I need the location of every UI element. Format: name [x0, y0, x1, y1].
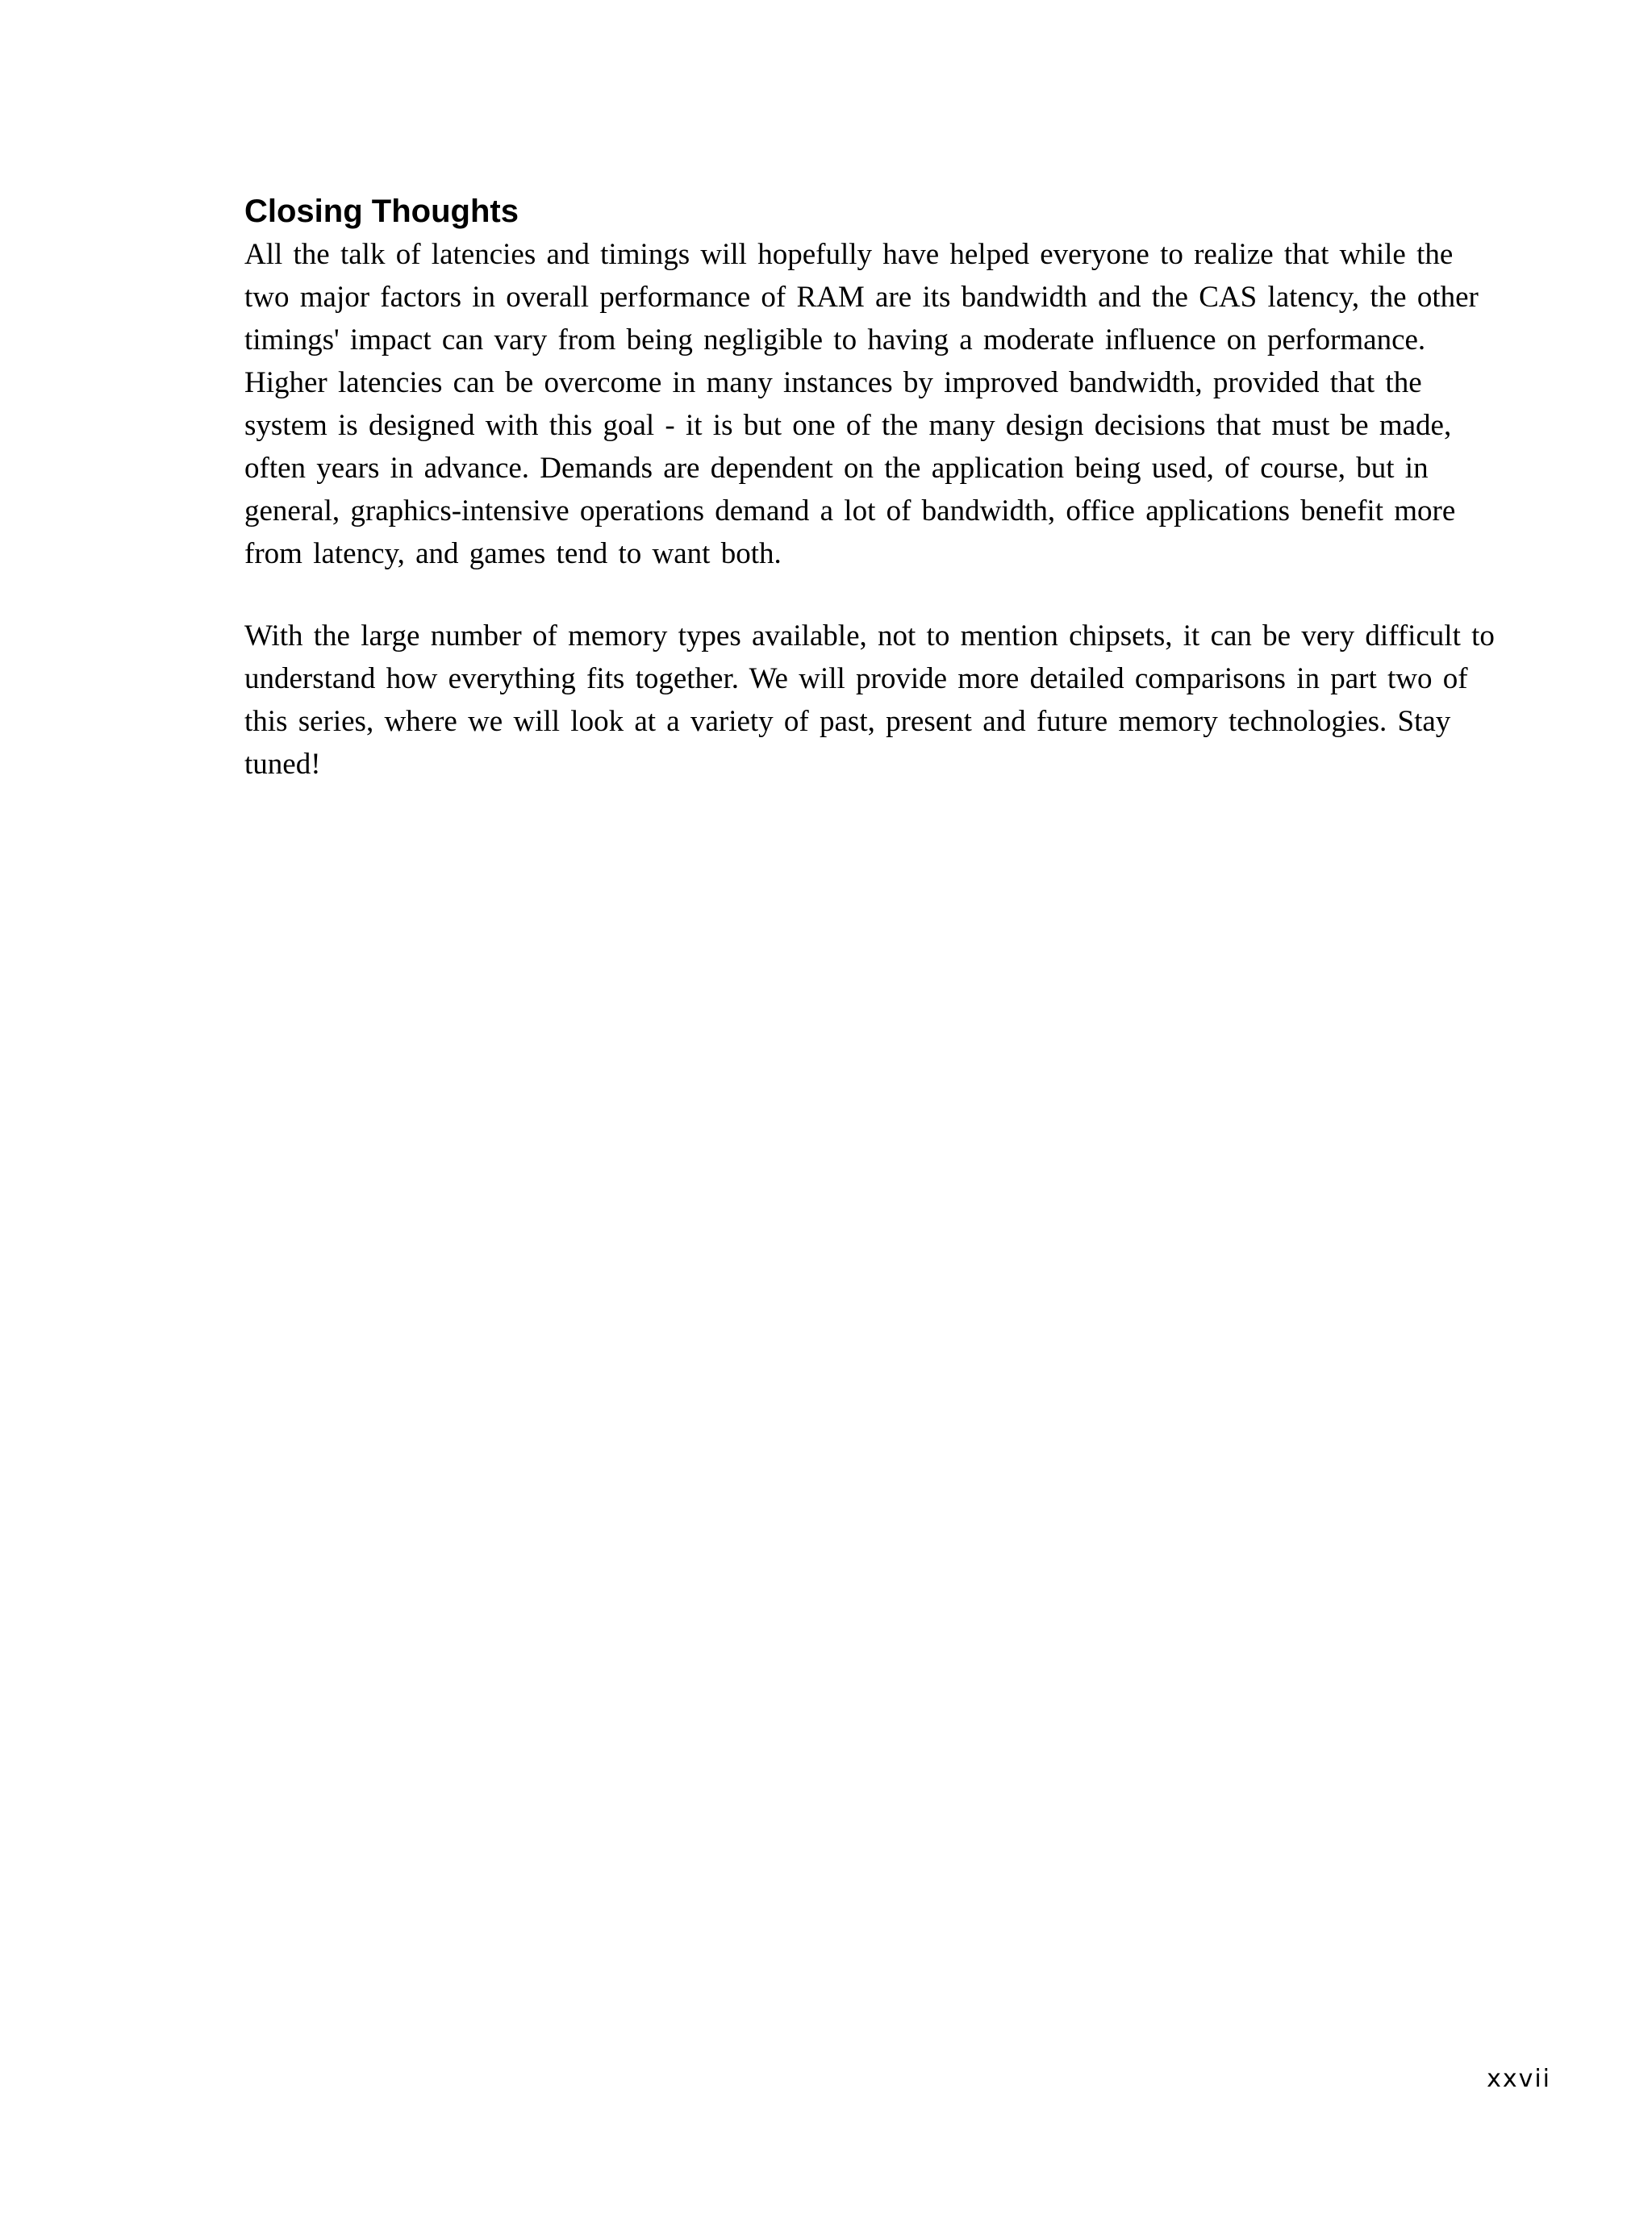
paragraph-line: With the large number of memory types available, not to mention chipsets, it can be very difficult to	[244, 619, 1495, 653]
paragraph-line: often years in advance. Demands are dependent on the application being used, of course, but in	[244, 452, 1429, 485]
page-number: xxvii	[1487, 2065, 1551, 2093]
paragraph-2	[244, 615, 1495, 786]
section-heading: Closing Thoughts	[244, 194, 519, 229]
paragraph-1	[244, 233, 1479, 575]
paragraph-line: timings' impact can vary from being negligible to having a moderate influence on performance.	[244, 323, 1426, 357]
paragraph-line: general, graphics-intensive operations demand a lot of bandwidth, office applications benefit more	[244, 494, 1456, 527]
paragraph-line: system is designed with this goal - it is but one of the many design decisions that must be made,	[244, 409, 1452, 442]
paragraph-line: Higher latencies can be overcome in many instances by improved bandwidth, provided that the	[244, 366, 1422, 399]
paragraph-line: two major factors in overall performance of RAM are its bandwidth and the CAS latency, the other	[244, 281, 1479, 314]
paragraph-line: tuned!	[244, 748, 321, 781]
paragraph-line: understand how everything fits together. We will provide more detailed comparisons in part two of	[244, 662, 1468, 695]
paragraph-line: this series, where we will look at a variety of past, present and future memory technologies. Stay	[244, 705, 1451, 738]
paragraph-line: All the talk of latencies and timings will hopefully have helped everyone to realize that while the	[244, 238, 1454, 271]
paragraph-line: from latency, and games tend to want both.	[244, 537, 782, 570]
